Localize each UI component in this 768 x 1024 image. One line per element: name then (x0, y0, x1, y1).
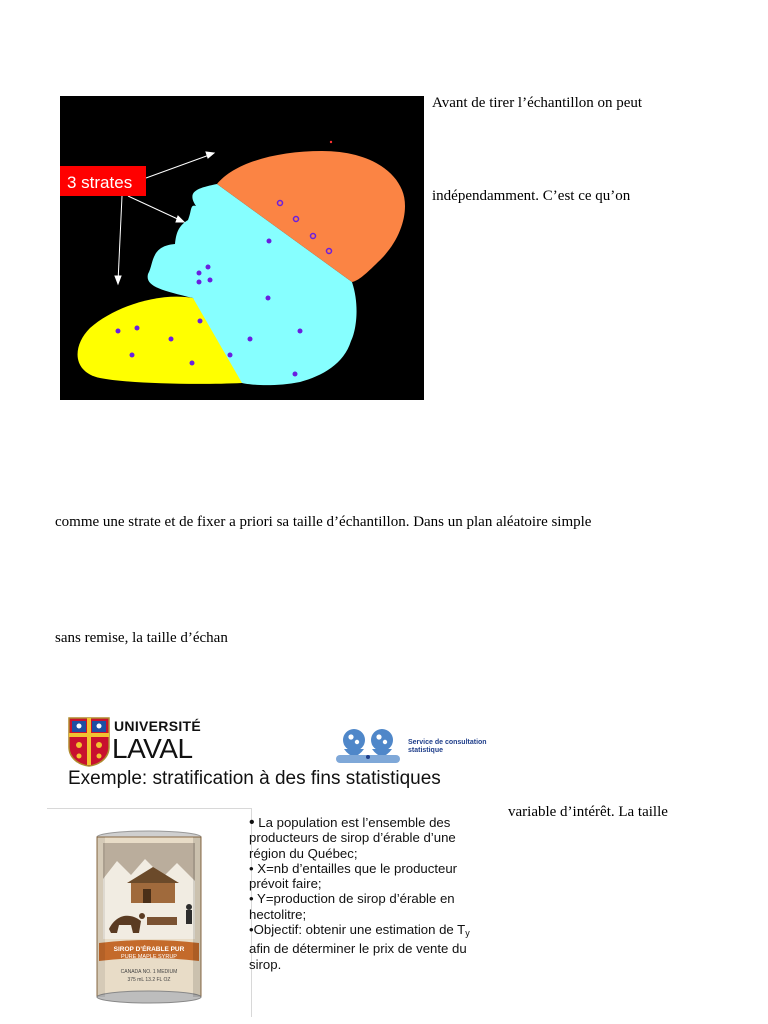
maple-syrup-can-image (47, 808, 252, 1017)
scs-logo (334, 727, 494, 767)
bullet-text: Y=production de sirop d’érable en hectolitre; (249, 891, 455, 922)
scs-service-name: Service de consultation statistique (408, 739, 487, 754)
can-label-line1: SIROP D’ÉRABLE PUR (113, 946, 185, 953)
doc-line-2: indépendamment. C’est ce qu’on (432, 188, 631, 204)
strata-label: 3 strates (67, 173, 133, 192)
logo-laval-text: LAVAL (112, 733, 193, 764)
slide-title: Exemple: stratification à des fins statistiques (68, 768, 441, 789)
bullet-text: X=nb d’entailles que le producteur prévoit faire; (249, 860, 458, 892)
stray-point (330, 141, 332, 143)
doc-line-1: Avant de tirer l’échantillon on peut (432, 95, 643, 111)
slide-bullet-list (249, 815, 491, 972)
logo-university-text: UNIVERSITÉ (114, 718, 202, 734)
bullet-item (249, 815, 491, 861)
bullet-item: • X=nb d’entailles que le producteur prévoit faire; (249, 860, 458, 892)
doc-line-5: variable d’intérêt. La taille (508, 804, 668, 820)
syrup-can-illustration (47, 809, 251, 1017)
laval-logo (68, 716, 202, 768)
bullet-marker: • (249, 814, 255, 831)
doc-line-4: sans remise, la taille d’échan (55, 630, 228, 646)
bullet-item-objective: •Objectif: obtenir une estimation de $T_y$ afin de déterminer le prix de vente du sirop. (249, 922, 470, 972)
strata-figure (60, 96, 424, 400)
objective-text: Objectif: obtenir une estimation de T (253, 922, 466, 938)
bullet-text: La population est l’ensemble des producteurs de sirop d’érable d’une région du Québec; (249, 815, 456, 861)
strata-diagram (60, 96, 424, 400)
can-label-line2: PURE MAPLE SYRUP (121, 954, 177, 960)
doc-line-3: comme une strate et de fixer a priori sa taille d’échantillon. Dans un plan aléatoire simple (55, 514, 592, 530)
objective-subscript: y (465, 928, 470, 939)
laval-shield-icon (68, 717, 110, 767)
objective-text-end: afin de déterminer le prix de vente du sirop. (249, 941, 467, 972)
bullet-item: • Y=production de sirop d’érable en hectolitre; (249, 891, 455, 922)
can-label-line3: CANADA NO. 1 MEDIUM (120, 969, 178, 975)
scs-mascot-icon (334, 727, 406, 767)
can-label-line4: 375 mL 13.2 FL OZ (127, 977, 171, 983)
